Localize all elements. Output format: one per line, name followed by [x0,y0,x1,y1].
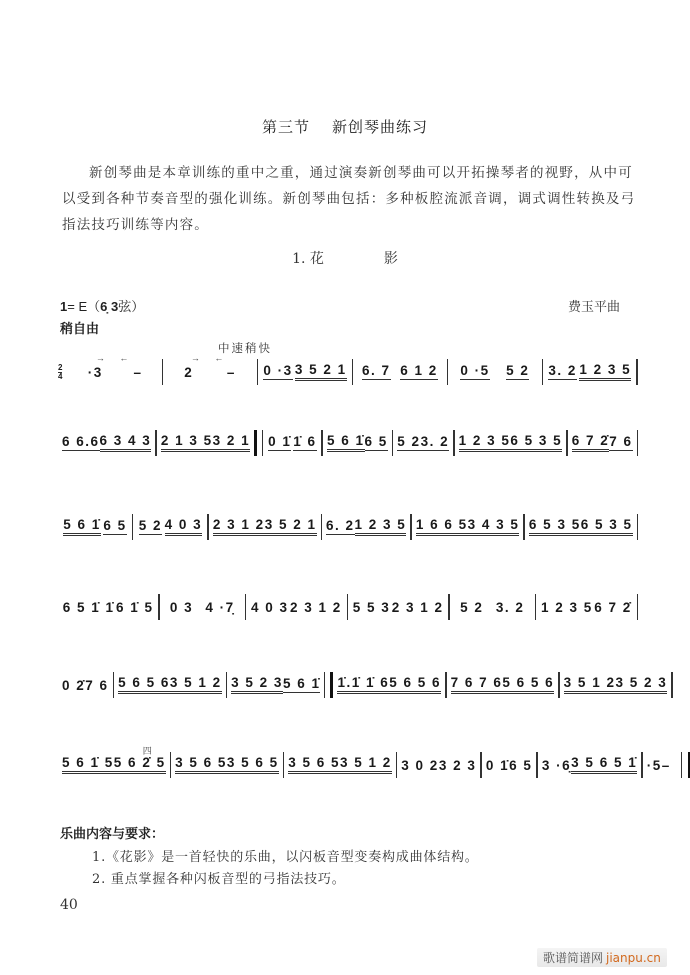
note-group: 6. 2 [326,518,355,533]
note-group: 3 5 6 5 [175,756,227,774]
score-line-3 [58,512,638,542]
note-group: 2 1 3 5 [161,434,213,452]
section-title: 新创琴曲练习 [332,118,429,136]
measure [393,435,453,451]
note-group: 1 2 3 5 [355,518,407,536]
note-group: 3 5 1 2 [340,756,392,774]
note-group: 7 6 [609,434,633,449]
note: ·3 [87,364,103,380]
watermark-domain: jianpu.cn [606,951,661,965]
measure [353,364,446,380]
note-group: 3. 2 [420,434,450,449]
piece-title-char: 花 [309,251,324,267]
section-number: 第三节 [261,118,310,136]
note-group: 3 5 2 1 [265,518,317,536]
note-group: 5 6 1̇ [63,518,101,536]
measure [412,518,524,536]
measure [450,600,535,615]
note-group: 6 5 3 5 [581,518,633,536]
page-number: 40 [60,897,78,913]
key-text: = E（ [67,299,101,314]
note: 6 5 [509,757,533,773]
note-group: 3 5 2 3 [231,676,283,694]
note: 3 2 3 [438,757,477,773]
intro-text: 新创琴曲是本章训练的重中之重，通过演奏新创琴曲可以开拓操琴者的视野，从中可以受到各种节奏音型的强化训练。新创琴曲包括：多种板腔流派音调，调式调性转换及弓指法技巧训练等内容。 [62,165,636,233]
measure [258,363,351,381]
note-group: 5 2 [138,518,163,533]
key-tonic: 1 [60,299,68,314]
composer: 费玉平曲 [567,300,620,315]
measure [447,676,559,694]
key-strings: 6̣ 3 [100,299,119,314]
note-group: 5 6 1̇ [327,434,365,452]
score-line-1 [58,352,638,387]
note: 2 3 1 2 [289,599,342,615]
time-signature [58,364,62,381]
note: 5 5 3 [352,599,391,615]
note: 6 5 1̇ 1̇ [62,599,115,615]
measure [133,518,207,536]
note-group: 1 2 3 5 [579,363,631,381]
note-group: 6 5 [364,434,388,449]
repeat-start-barline [254,430,263,456]
note-group: 5 6 1̇ [282,676,321,691]
piece-title [0,248,690,268]
barline [637,594,639,620]
note: 3 0 2 [401,757,439,773]
measure [58,746,170,774]
measure [560,676,672,694]
note-group: 0 1̇ [268,434,292,449]
note: 4 0 3 [250,599,289,615]
score-line-2 [58,428,638,458]
note-group: 5 6 5 6 [118,676,170,694]
note-group: 6 7 2̇ [572,434,610,452]
note-group: 3 5 6 5 [288,756,340,774]
note: 3 ·6̣ [541,757,572,773]
measure [448,364,541,380]
note: 3. 2 [495,599,525,615]
note: 6 1̇ 5 [116,599,154,615]
requirements-title: 乐曲内容与要求： [60,827,165,842]
measure [455,434,567,452]
note: 0 2̇ [62,677,86,693]
note: 2 [184,364,194,380]
measure [160,600,245,615]
score-line-4 [58,592,638,622]
measure [323,434,392,452]
note-group: 6. 7 [362,363,391,378]
measure [568,434,637,452]
measure [246,600,346,615]
bow-arrow-icon: → ← [190,352,230,363]
note-group: 1 2 3 5 [459,434,511,452]
measure [58,600,158,615]
note-group: 6 6.6 [62,434,100,449]
measure [163,352,256,380]
measure [643,758,675,773]
note-group: 1 6 6 5 [416,518,468,536]
barline [637,514,639,540]
measure [114,676,226,694]
note-group: 5 2 [506,363,530,378]
note-group: 3 4 3 5 [468,518,520,536]
time-sig-bottom: 4 [58,371,63,381]
note: 4 ·7̣ [205,599,235,615]
note-group: 6 5 3 5 [529,518,581,536]
measure [536,600,636,615]
time-sig-top: 2 [58,362,63,372]
measure [227,676,324,694]
note: 1 2 3 5 [540,599,593,615]
measure [538,756,641,774]
repeat-end-barline [324,672,333,698]
measure [263,435,321,451]
measure [333,676,445,694]
note: – [226,364,236,380]
measure [58,434,155,452]
note-group: 3 5 6 5 1̇ [571,756,637,774]
measure [157,434,254,452]
requirement-item: 2. 重点掌握各种闪板音型的弓指法技巧。 [92,872,346,887]
barline [637,430,639,456]
note-group: 3 5 1 2 [170,676,222,694]
key-suffix: 弦） [118,299,145,314]
measure [68,352,161,380]
note-group: 1̇ 6 [293,434,317,449]
measure [209,518,321,536]
note-group: 1̇.1̇ 1̇ 6 [337,676,389,694]
section-heading [0,116,690,137]
note-group: 3 5 6 5 [227,756,279,774]
note-group: 5 2 [397,434,421,449]
measure [322,518,410,536]
note-group: 0 ·3 [263,363,293,378]
key-signature [60,296,144,315]
note-group: 3 5 1 2 [564,676,616,694]
note-group: 3. 2 [548,363,577,378]
note-group: 4 0 3 [165,518,203,536]
measure [543,363,636,381]
watermark [537,948,667,967]
note-group: 6 5 [103,518,127,533]
measure [58,518,132,536]
measure [348,600,448,615]
intro-paragraph [62,160,637,238]
note-group: 3 5 2 3 [615,676,667,694]
note: 0 3 [169,599,194,615]
note-group: 5 6 2̇ 5 [114,756,166,774]
tempo-change: 中速稍快 [218,341,272,355]
final-barline [681,752,690,778]
measure [284,756,396,774]
score-line-6 [58,746,671,780]
note: – [661,757,671,773]
note-group: 5 6 5 6 [389,676,441,694]
note: 0 1̇ [485,757,510,773]
piece-title-char: 影 [383,251,398,267]
measure [58,678,113,693]
note: – [133,364,143,380]
note-group: 3 5 2 1 [295,363,347,381]
barline [636,359,638,385]
fingering-mark: 四 [142,746,152,756]
measure [171,756,283,774]
measure [525,518,637,536]
measure [397,758,480,773]
note-group: 7 6 7 6 [451,676,503,694]
watermark-site-name: 歌谱简谱网 [543,951,604,965]
note-group: 2 3 1 2 [213,518,265,536]
barline [671,672,673,698]
measure [482,758,537,773]
piece-number: 1. [292,251,306,267]
bow-arrow-icon: → ← [95,352,135,363]
note-group: 6 3 4 3 [100,434,152,452]
requirement-item: 1.《花影》是一首轻快的乐曲，以闪板音型变奏构成曲体结构。 [92,850,479,865]
score-line-5 [58,670,668,700]
note-group: 6 1 2 [400,363,438,378]
note: ·5 [646,757,662,773]
note-group: 3 2 1 [213,434,251,452]
note-group: 0 ·5 [460,363,490,378]
note-group: 5 6 1̇ 5 [62,756,114,774]
note-group: 5 6 5 6 [502,676,554,694]
note: 5 2 [460,599,484,615]
note-group: 6 5 3 5 [510,434,562,452]
note: 7 6 [85,677,109,693]
note: 2 3 1 2 [391,599,444,615]
tempo-marking: 稍自由 [60,322,100,337]
note: 6 7 2̇ [594,599,632,615]
